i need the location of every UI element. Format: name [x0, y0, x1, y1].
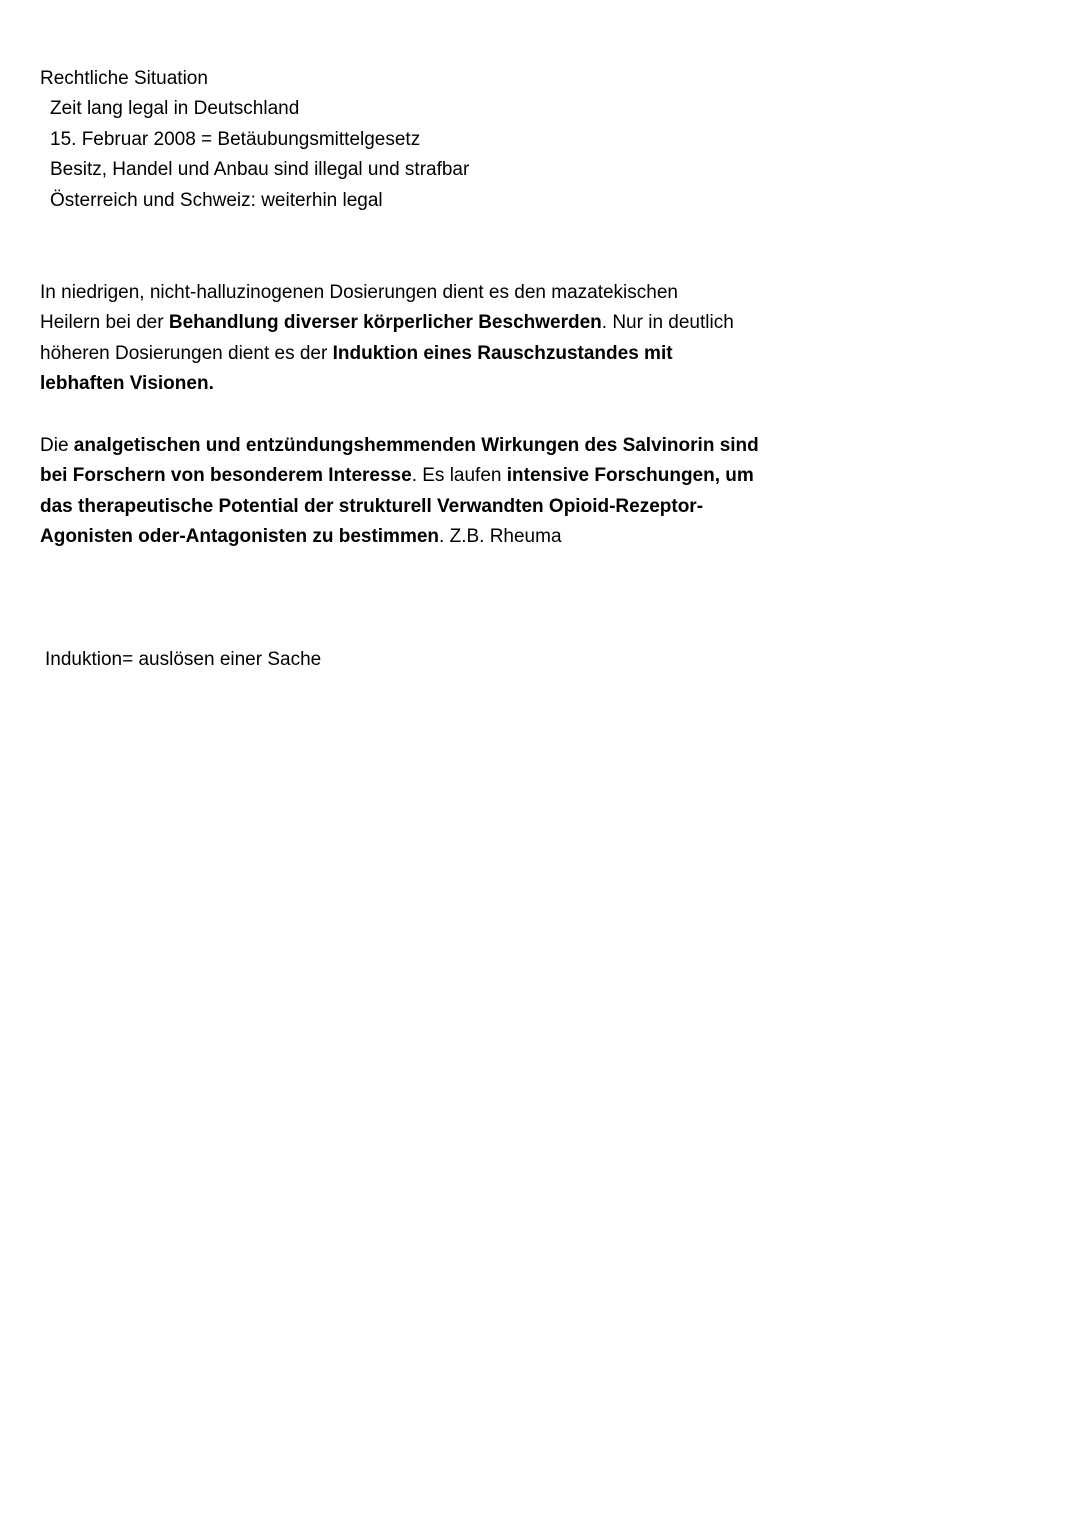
- research-emphasis: bei Forschern von besonderem Interesse: [40, 465, 412, 486]
- legal-item: 15. Februar 2008 = Betäubungsmittelgesetz: [50, 129, 421, 150]
- dosage-text: Heilern bei der: [40, 312, 169, 333]
- research-line-2: [40, 461, 754, 491]
- research-emphasis: analgetischen und entzündungshemmenden Wirkungen des Salvinorin sind: [73, 435, 759, 456]
- legal-item: Österreich und Schweiz: weiterhin legal: [50, 190, 383, 211]
- dosage-line-1: In niedrigen, nicht-halluzinogenen Dosierungen dient es den mazatekischen: [40, 282, 678, 303]
- dosage-text: höheren Dosierungen dient es der: [40, 343, 333, 364]
- research-text: Die: [40, 435, 74, 456]
- definition-note: Induktion= auslösen einer Sache: [45, 649, 322, 670]
- dosage-emphasis: Behandlung diverser körperlicher Beschwerden: [168, 312, 602, 333]
- research-line-3: [40, 492, 703, 522]
- research-text: . Es laufen: [411, 465, 507, 486]
- research-line-4: [40, 522, 562, 552]
- dosage-emphasis: Induktion eines Rauschzustandes mit: [332, 343, 673, 364]
- research-emphasis: das therapeutische Potential der strukturell Verwandten Opioid-Rezeptor-: [40, 496, 704, 517]
- dosage-line-3: [40, 339, 673, 369]
- research-emphasis: Agonisten oder-Antagonisten zu bestimmen: [40, 526, 440, 547]
- research-emphasis: intensive Forschungen, um: [506, 465, 754, 486]
- research-line-1: [40, 431, 759, 461]
- dosage-line-4: [40, 369, 214, 399]
- dosage-emphasis: lebhaften Visionen.: [40, 373, 214, 394]
- research-text: . Z.B. Rheuma: [439, 526, 562, 547]
- dosage-text: . Nur in deutlich: [601, 312, 734, 333]
- legal-heading: Rechtliche Situation: [40, 68, 208, 89]
- legal-item: Besitz, Handel und Anbau sind illegal und strafbar: [50, 159, 470, 180]
- legal-item: Zeit lang legal in Deutschland: [50, 98, 300, 119]
- dosage-line-2: [40, 308, 734, 338]
